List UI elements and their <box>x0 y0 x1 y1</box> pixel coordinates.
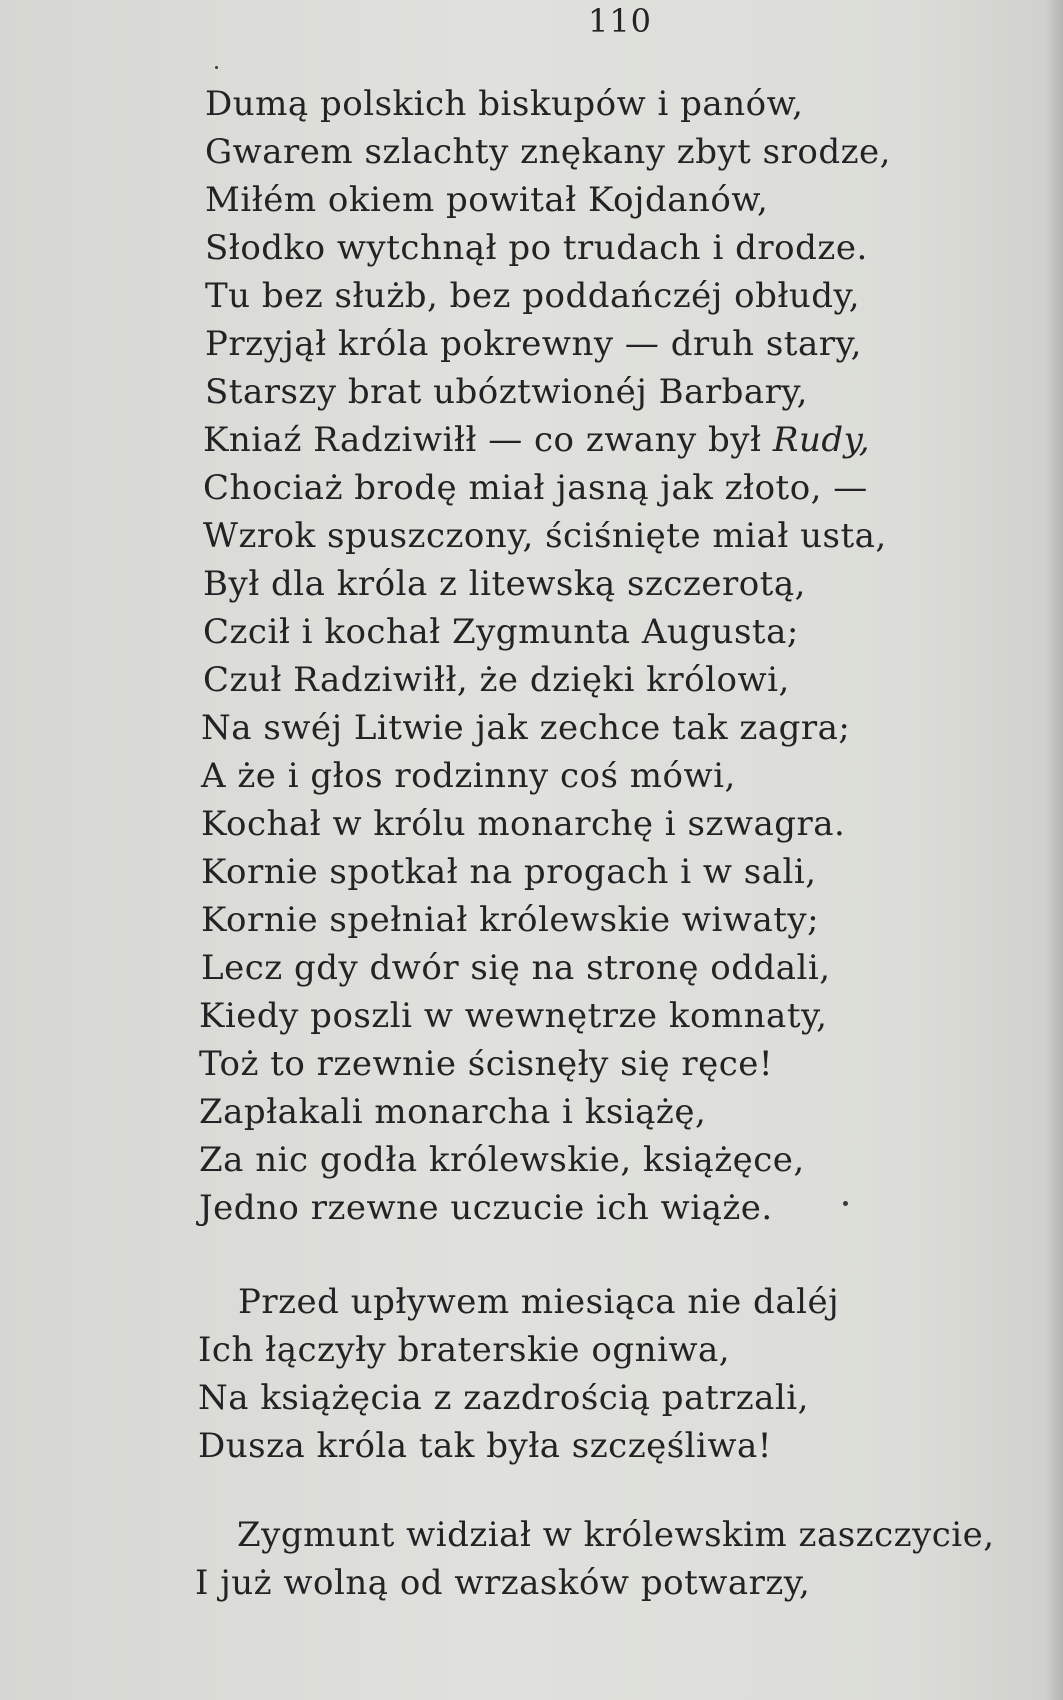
poem-line: Zygmunt widział w królewskim zaszczycie, <box>237 1515 995 1555</box>
poem-line: Dumą polskich biskupów i panów, <box>205 84 804 124</box>
poem-line-with-italic <box>203 416 891 464</box>
poem-line: Kochał w królu monarchę i szwagra. <box>201 804 846 844</box>
print-speck <box>843 1201 848 1206</box>
page-number: 110 <box>587 2 653 40</box>
poem-line: Kornie spełniał królewskie wiwaty; <box>201 900 820 940</box>
poem-line: Był dla króla z litewską szczerotą, <box>203 564 806 604</box>
poem-line: Miłém okiem powitał Kojdanów, <box>205 180 769 220</box>
poem-line: Chociaż brodę miał jasną jak złoto, — <box>203 468 868 508</box>
poem-line: Ich łączyły braterskie ogniwa, <box>198 1330 731 1370</box>
poem-line: Dusza króla tak była szczęśliwa! <box>198 1426 772 1466</box>
poem-line: Kornie spotkał na progach i w sali, <box>201 852 817 892</box>
stanza-3 <box>195 1511 995 1607</box>
poem-line: Przed upływem miesiąca nie daléj <box>238 1282 840 1322</box>
poem-line: A że i głos rodzinny coś mówi, <box>201 756 736 796</box>
poem-line: Toż to rzewnie ścisnęły się ręce! <box>199 1044 774 1084</box>
stanza-2 <box>198 1278 839 1470</box>
poem-line: Za nic godła królewskie, książęce, <box>199 1140 805 1180</box>
poem-line: I już wolną od wrzasków potwarzy, <box>195 1563 811 1603</box>
poem-line-text: Kniaź Radziwiłł — co zwany był <box>203 420 762 460</box>
poem-line: Przyjął króla pokrewny — druh stary, <box>205 324 862 364</box>
poem-line: Kiedy poszli w wewnętrze komnaty, <box>199 996 828 1036</box>
poem-line: Słodko wytchnął po trudach i drodze. <box>205 228 868 268</box>
poem-line: Czcił i kochał Zygmunta Augusta; <box>203 612 799 652</box>
italic-name: Rudy, <box>772 420 871 460</box>
poem-line: Jedno rzewne uczucie ich wiąże. <box>199 1188 773 1228</box>
poem-line: Starszy brat ubóztwionéj Barbary, <box>205 372 808 412</box>
poem-line: Na książęcia z zazdrością patrzali, <box>198 1378 809 1418</box>
poem-line: Na swéj Litwie jak zechce tak zagra; <box>201 708 851 748</box>
page-edge-shadow <box>1045 0 1063 1700</box>
poem-line: Wzrok spuszczony, ściśnięte miał usta, <box>203 516 887 556</box>
poem-line: Czuł Radziwiłł, że dzięki królowi, <box>203 660 790 700</box>
poem-line: Gwarem szlachty znękany zbyt srodze, <box>205 132 891 172</box>
poem-line: Tu bez służb, bez poddańczéj obłudy, <box>205 276 861 316</box>
poem-line: Zapłakali monarcha i książę, <box>199 1092 707 1132</box>
print-speck <box>215 66 218 69</box>
stanza-1 <box>199 80 891 1232</box>
poem-line: Lecz gdy dwór się na stronę oddali, <box>201 948 831 988</box>
